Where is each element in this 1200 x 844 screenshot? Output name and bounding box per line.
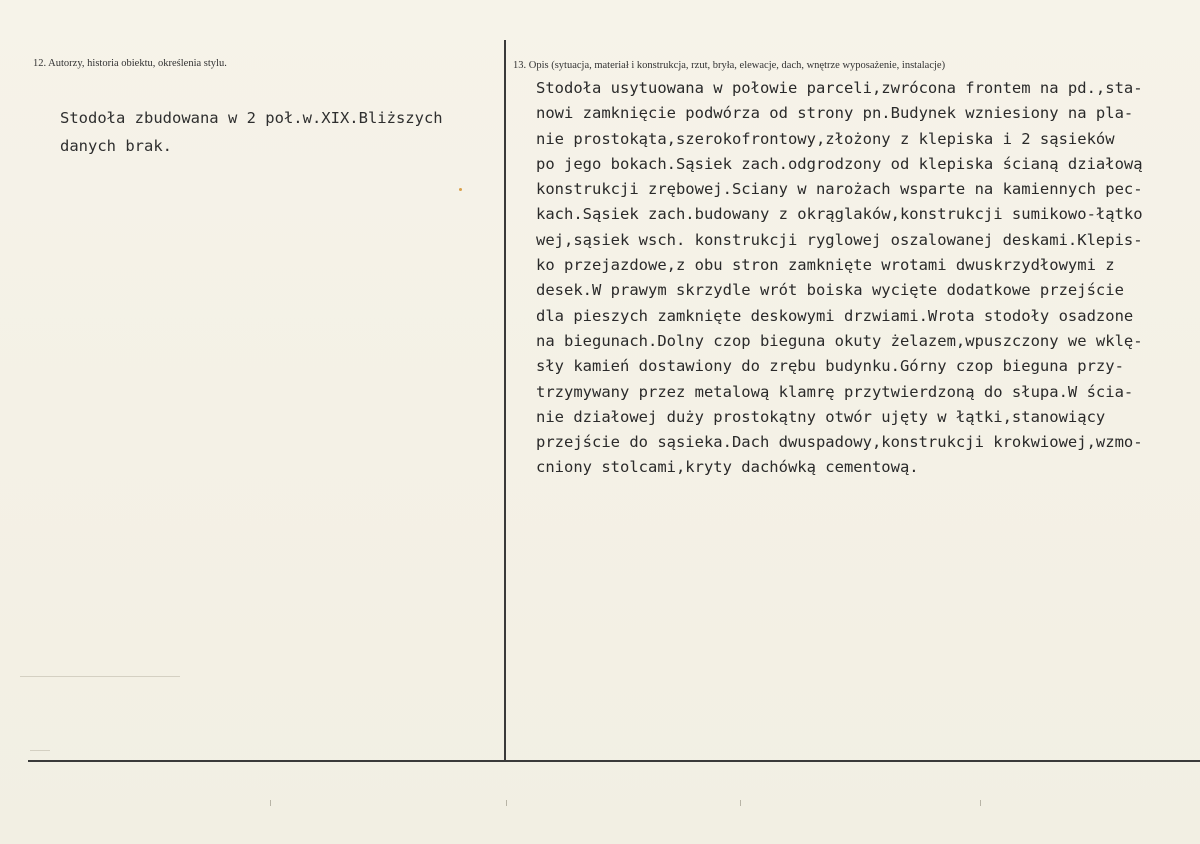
section-13-heading: 13. Opis (sytuacja, materiał i konstrukcja, rzut, bryła, elewacje, dach, wnętrze wyposażenie, instalacje) xyxy=(513,60,946,71)
bottom-rule xyxy=(28,760,1200,762)
faint-mark xyxy=(20,676,180,677)
faint-mark xyxy=(30,750,50,751)
margin-tick xyxy=(270,800,271,806)
ink-spot xyxy=(459,188,462,191)
margin-tick xyxy=(740,800,741,806)
section-12-text: Stodoła zbudowana w 2 poł.w.XIX.Bliższych danych brak. xyxy=(60,109,443,155)
section-13-column xyxy=(506,0,1200,760)
section-12-heading: 12. Autorzy, historia obiektu, określenia stylu. xyxy=(33,58,227,69)
section-13-text: Stodoła usytuowana w połowie parceli,zwrócona frontem na pd.,sta- nowi zamknięcie podwórza od strony pn.Budynek wzniesiony na pla- nie prostokąta,szerokofrontowy,złożony z klepiska i 2 sąsieków po jego bokach.Sąsiek zach.odgrodzony od klepiska ścianą działową konstrukcji zrębowej.Sciany w narożach wsparte na kamiennych pec- kach.Sąsiek zach.budowany z okrąglaków,konstrukcji sumikowo-łątko wej,sąsiek wsch. konstrukcji ryglowej oszalowanej deskami.Klepis- ko przejazdowe,z obu stron zamknięte wrotami dwuskrzydłowymi z desek.W prawym skrzydle wrót boiska wycięte dodatkowe przejście dla pieszych zamknięte deskowymi drzwiami.Wrota stodoły osadzone na biegunach.Dolny czop bieguna okuty żelazem,wpuszczony we wklę- sły kamień dostawiony do zrębu budynku.Górny czop bieguna przy- trzymywany przez metalową klamrę przytwierdzoną do słupa.W ścia- nie działowej duży prostokątny otwór ujęty w łątki,stanowiący przejście do sąsieka.Dach dwuspadowy,konstrukcji krokwiowej,wzmo- cniony stolcami,kryty dachówką cementową. xyxy=(536,79,1143,477)
margin-tick xyxy=(980,800,981,806)
margin-tick xyxy=(506,800,507,806)
section-12-column xyxy=(0,0,505,760)
